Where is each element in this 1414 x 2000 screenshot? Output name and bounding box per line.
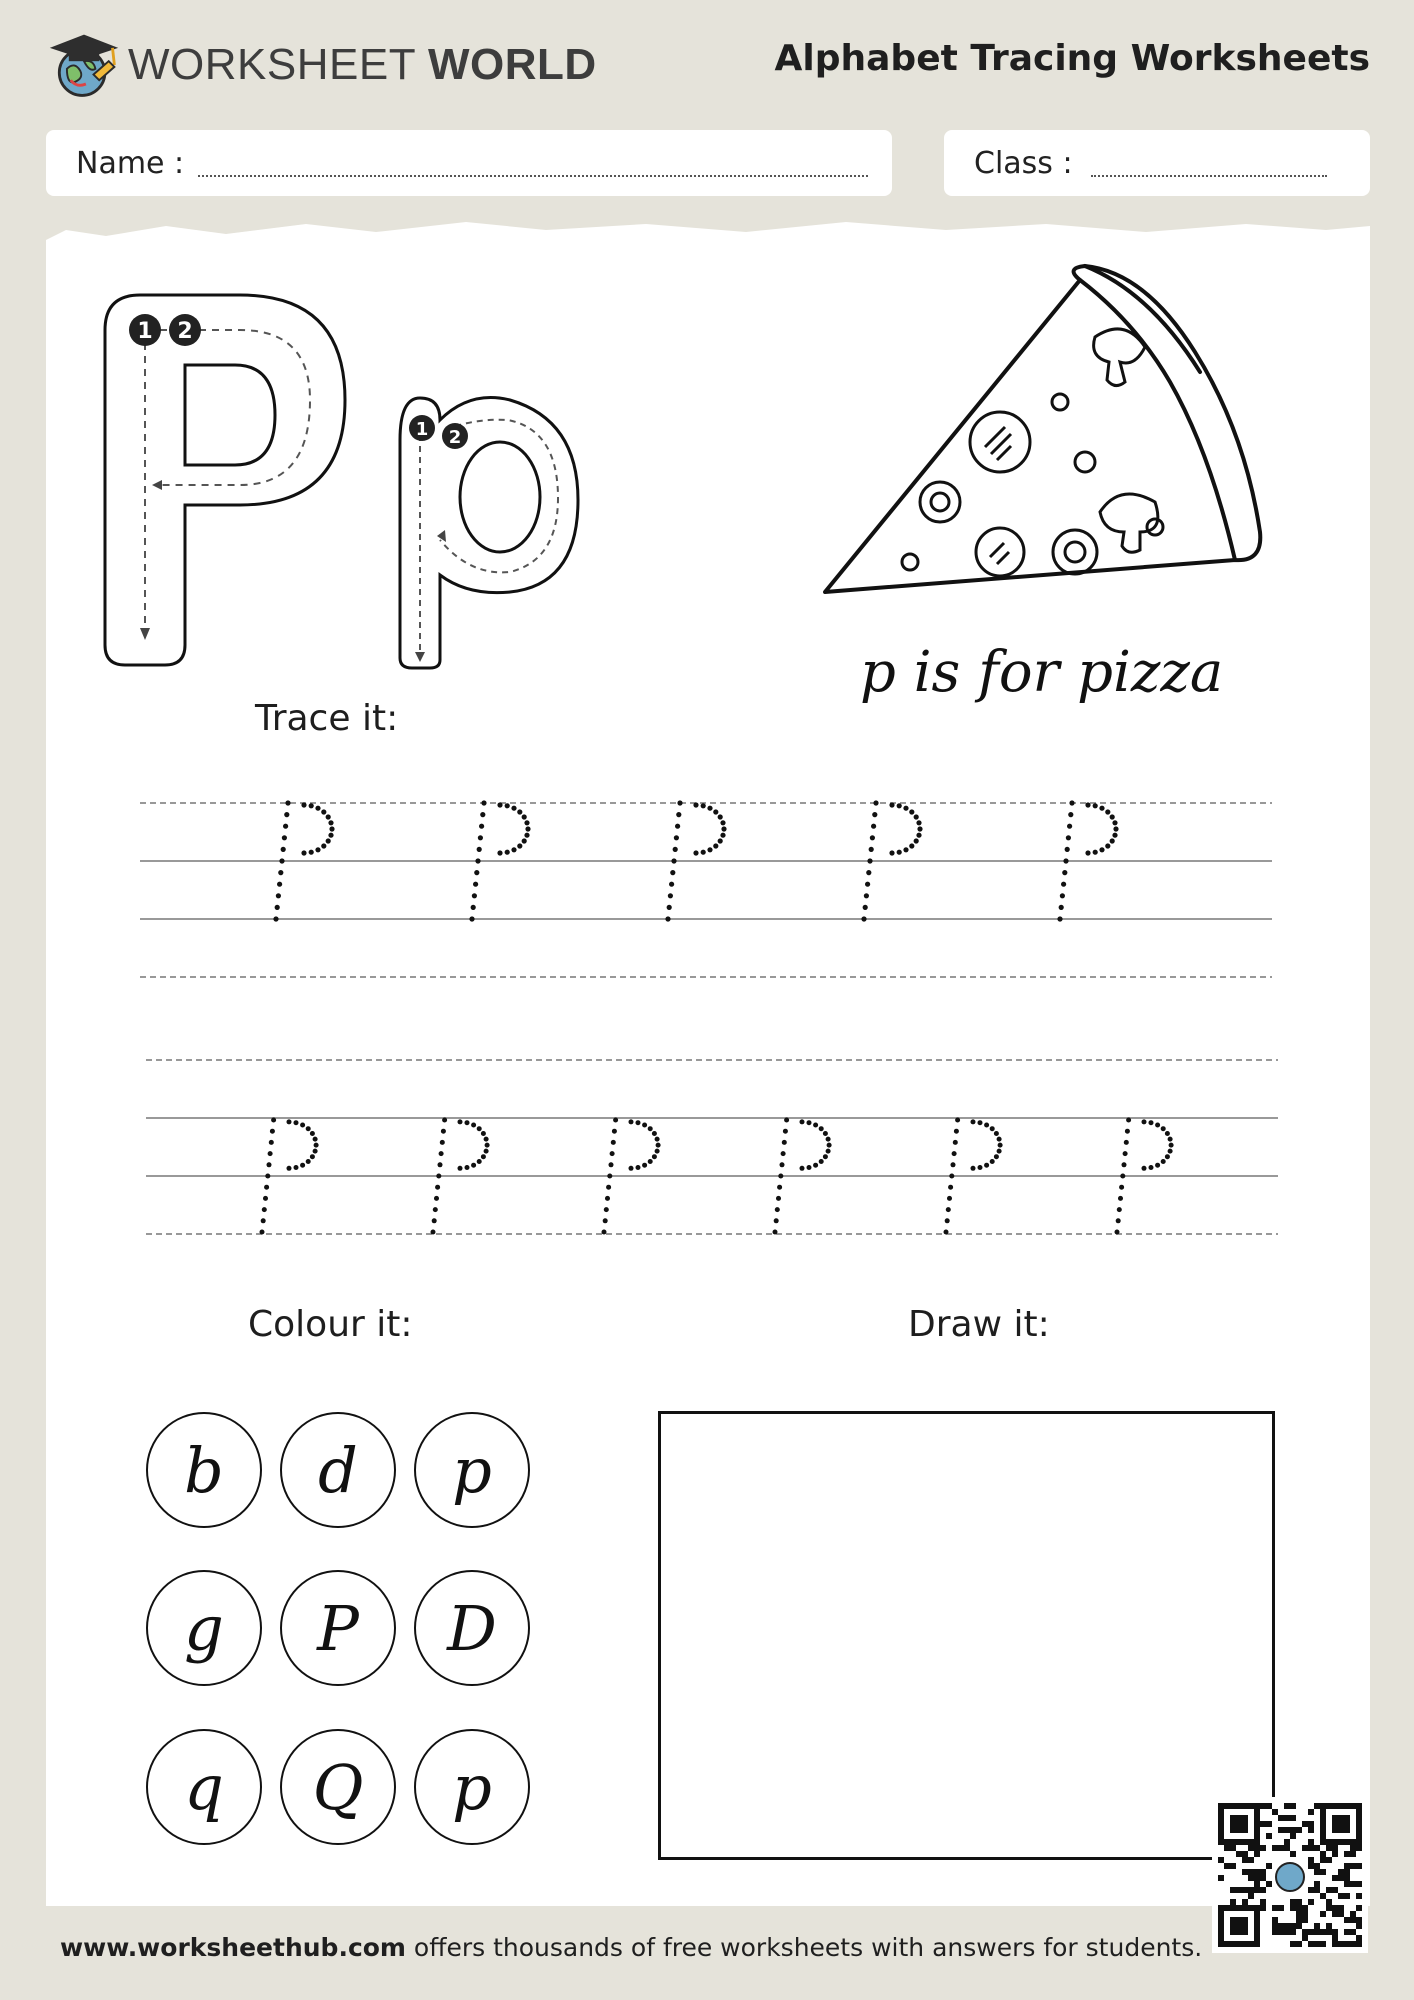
colour-letter: d [318,1433,358,1507]
name-input-line[interactable] [198,149,868,177]
brand-name [128,40,597,90]
trace-it-label: Trace it: [255,698,399,739]
colour-circle[interactable] [280,1729,396,1845]
colour-letter: D [447,1591,497,1665]
footer-message: offers thousands of free worksheets with answers for students. [405,1933,1203,1962]
brand-name-bold: WORLD [428,40,597,89]
colour-circle[interactable] [280,1570,396,1686]
uppercase-letter-outline [105,295,345,665]
stroke-number-1-upper: 1 [137,319,153,344]
colour-letter: Q [312,1750,364,1824]
colour-circle[interactable] [146,1729,262,1845]
pizza-slice-icon [815,262,1265,602]
footer-site-link[interactable]: www.worksheethub.com [60,1933,406,1962]
letter-outline-figure [100,290,590,680]
brand [46,26,597,104]
colour-circle[interactable] [280,1412,396,1528]
stroke-number-1-lower: 1 [415,419,429,440]
brand-name-light: WORKSHEET [128,40,429,89]
stroke-number-2-lower: 2 [448,427,462,448]
picture-caption: p is for pizza [860,640,1224,705]
drawing-box[interactable] [658,1411,1275,1860]
name-label: Name : [76,145,185,181]
colour-it-label: Colour it: [248,1304,413,1345]
brush-edge-decoration [46,218,1370,258]
stroke-number-2-upper: 2 [177,319,193,344]
colour-circle[interactable] [414,1412,530,1528]
footer-text [60,1933,1202,1962]
colour-letter: P [317,1591,359,1665]
qr-code[interactable] [1212,1797,1368,1953]
colour-circle[interactable] [414,1729,530,1845]
colour-letter: b [184,1433,224,1507]
worksheet-world-logo-icon [46,26,122,104]
colour-circle[interactable] [146,1412,262,1528]
colour-circle[interactable] [146,1570,262,1686]
page-title: Alphabet Tracing Worksheets [774,38,1370,79]
class-field [944,130,1370,196]
name-field [46,130,892,196]
stroke-order-markers [129,314,468,449]
colour-letter: p [452,1433,492,1507]
qr-code-icon [1212,1797,1368,1953]
colour-letter: g [184,1591,224,1665]
draw-it-label: Draw it: [908,1304,1050,1345]
class-input-line[interactable] [1091,149,1327,177]
colour-letter: p [452,1750,492,1824]
class-label: Class : [974,145,1073,181]
colour-circle[interactable] [414,1570,530,1686]
colour-letter: q [184,1750,224,1824]
